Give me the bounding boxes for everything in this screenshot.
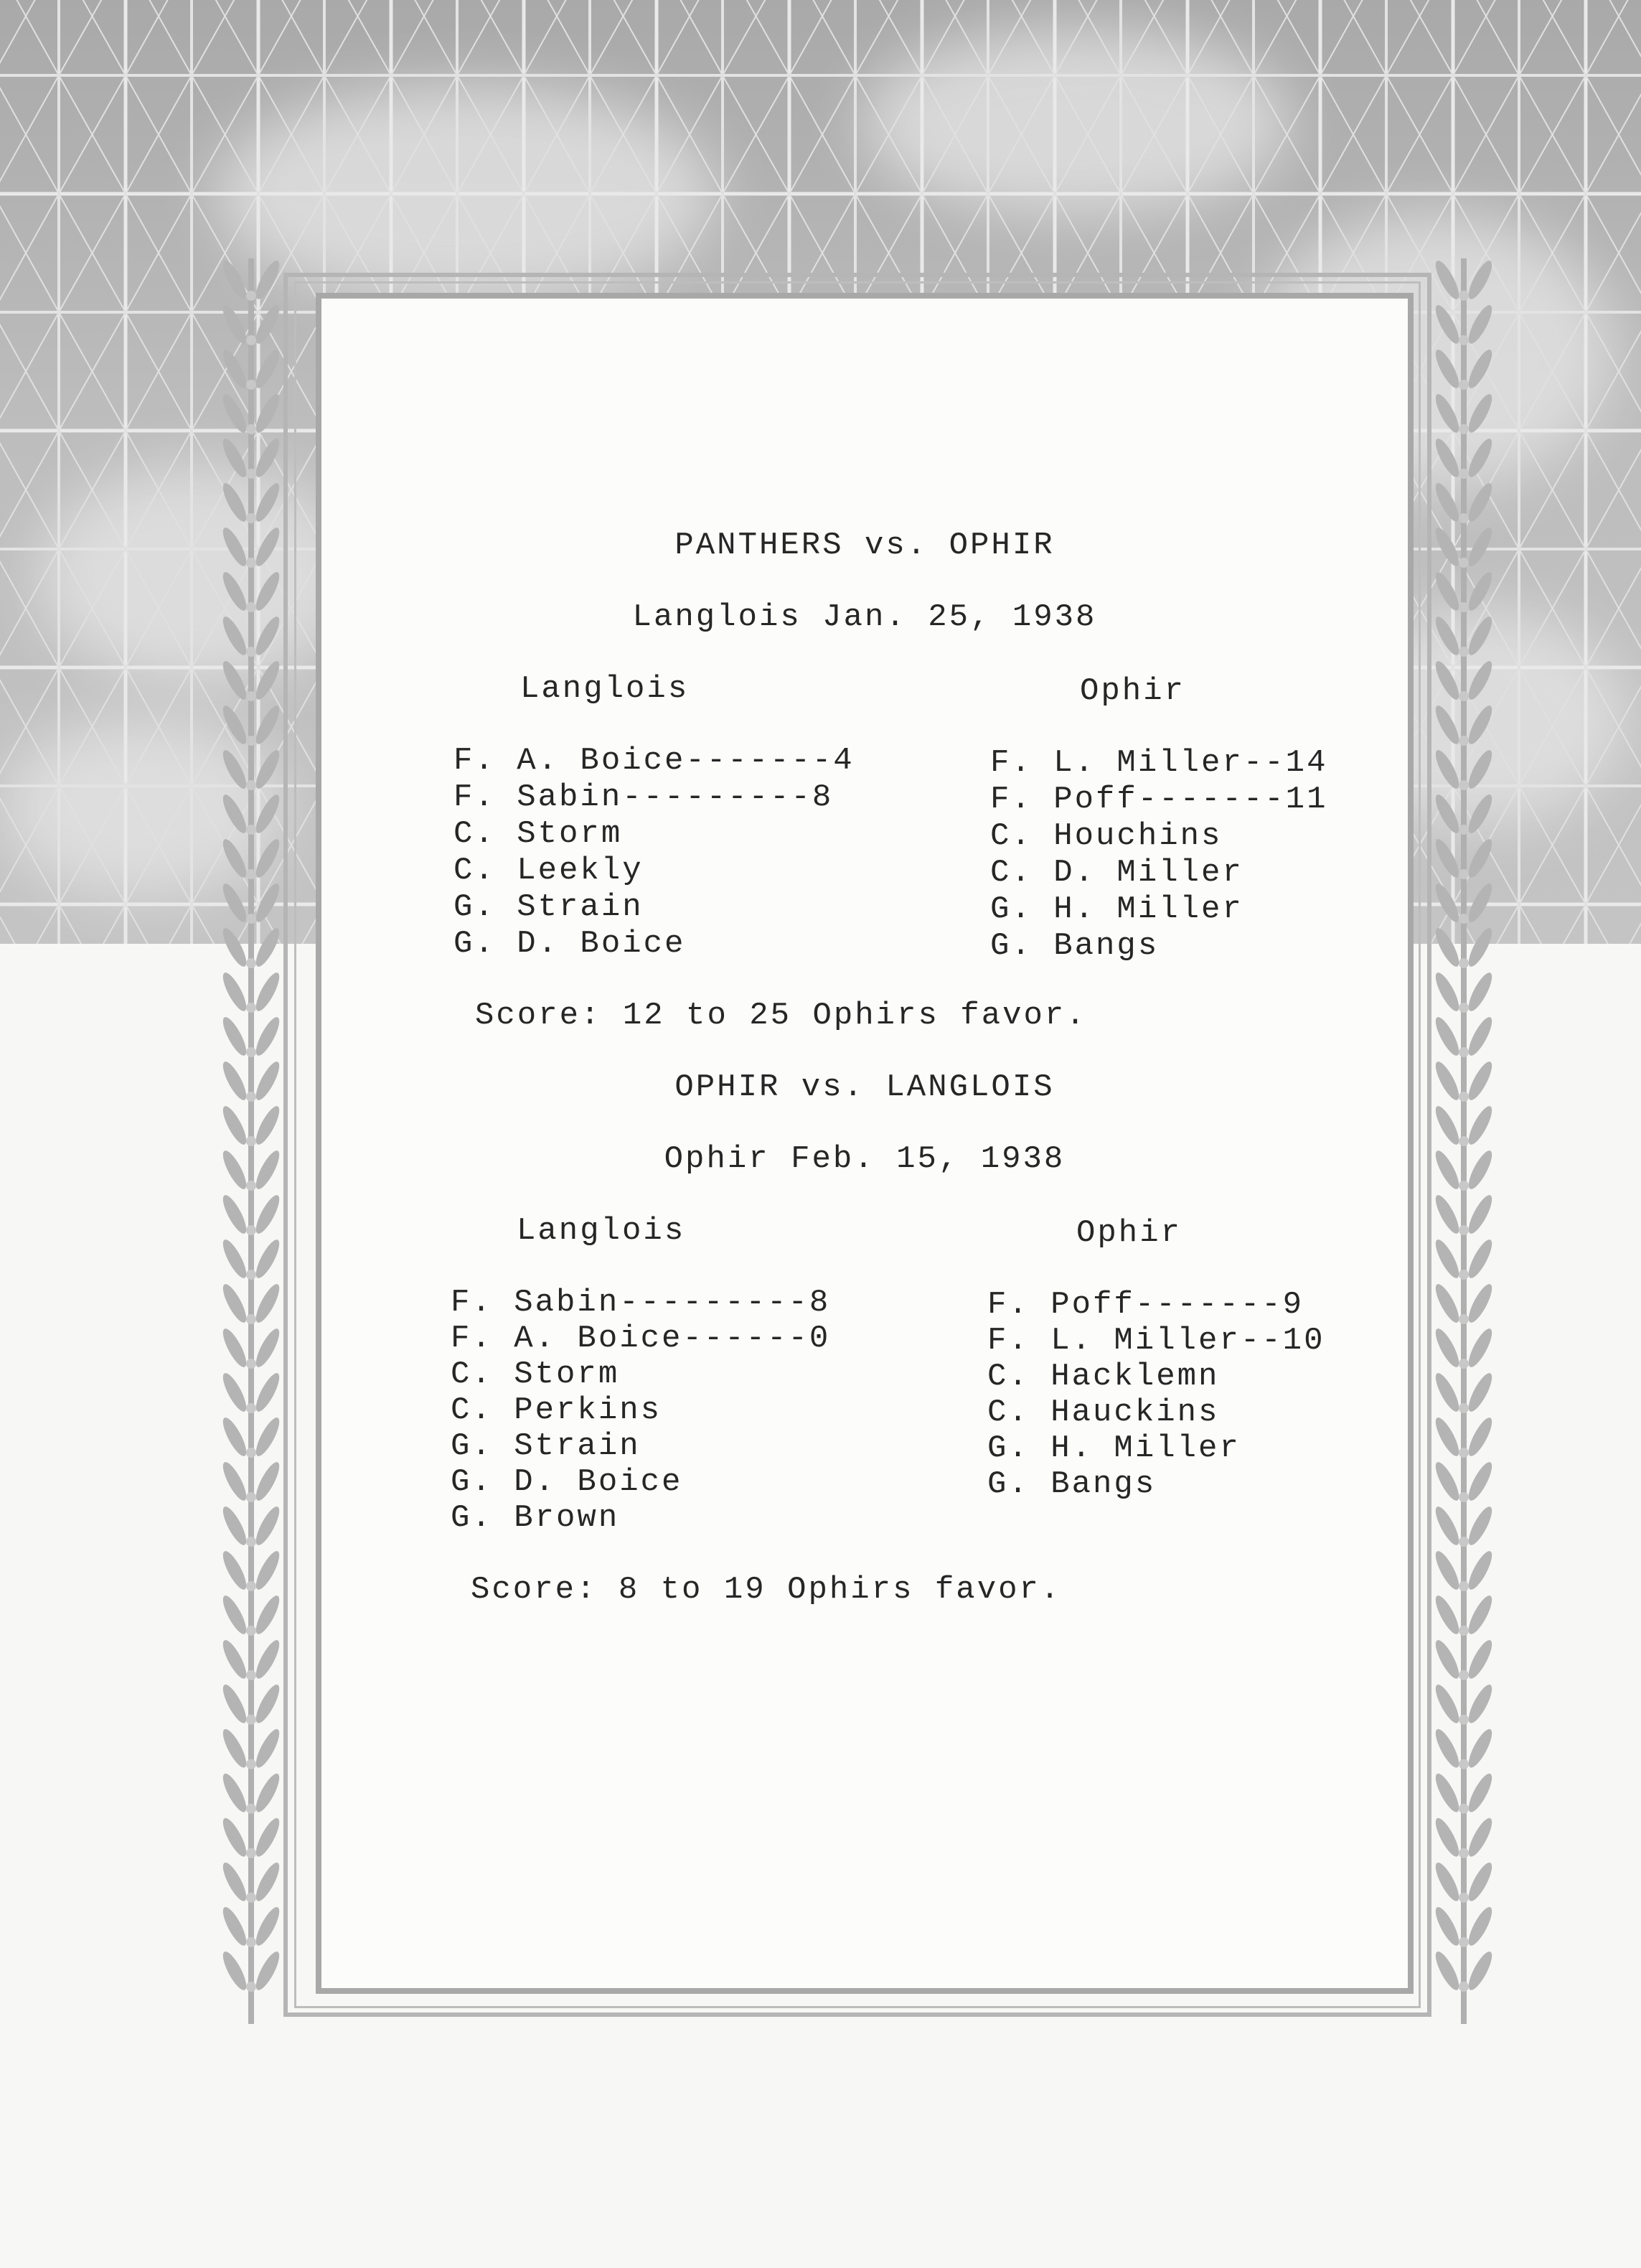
game2-away-label: Ophir [1076,1215,1182,1251]
game1-date: Langlois Jan. 25, 1938 [632,599,1097,635]
game1-home-player: G. D. Boice [453,926,686,962]
game2-home-player: C. Perkins [451,1392,662,1428]
game2-home-player: G. Brown [451,1500,620,1536]
game1-away-player: G. Bangs [990,928,1160,964]
game1-home-player: F. Sabin---------8 [453,779,834,815]
game1-away-player: F. Poff-------11 [990,782,1328,817]
laurel-vine-left-icon [219,258,283,2024]
game2-away-player: F. L. Miller--10 [987,1323,1325,1359]
game2-away-player: G. H. Miller [987,1430,1241,1466]
game1-home-player: C. Storm [453,816,623,852]
game2-home-label: Langlois [517,1213,686,1249]
laurel-vine-right-icon [1431,258,1496,2024]
game2-away-player: G. Bangs [987,1466,1157,1502]
game1-home-player: G. Strain [453,889,644,925]
game2-score: Score: 8 to 19 Ophirs favor. [471,1572,1062,1608]
game2-title: OPHIR vs. LANGLOIS [674,1069,1055,1105]
game1-home-player: F. A. Boice-------4 [453,743,855,779]
game2-away-player: F. Poff-------9 [987,1287,1304,1323]
game1-score: Score: 12 to 25 Ophirs favor. [475,998,1087,1034]
game1-away-player: C. Houchins [990,818,1223,854]
game2-home-player: C. Storm [451,1356,620,1392]
game1-away-player: G. H. Miller [990,891,1243,927]
game2-away-player: C. Hacklemn [987,1359,1220,1395]
game1-away-player: F. L. Miller--14 [990,745,1328,781]
game2-home-player: F. Sabin---------8 [451,1285,831,1321]
game2-home-player: F. A. Boice------0 [451,1321,831,1356]
game1-title: PANTHERS vs. OPHIR [674,528,1055,563]
game1-home-label: Langlois [520,671,690,707]
game2-home-player: G. Strain [451,1428,641,1464]
game2-date: Ophir Feb. 15, 1938 [664,1141,1066,1177]
game2-home-player: G. D. Boice [451,1464,683,1500]
game2-away-player: C. Hauckins [987,1395,1220,1430]
game1-away-player: C. D. Miller [990,855,1243,891]
game1-home-player: C. Leekly [453,853,644,889]
game1-away-label: Ophir [1080,673,1186,709]
